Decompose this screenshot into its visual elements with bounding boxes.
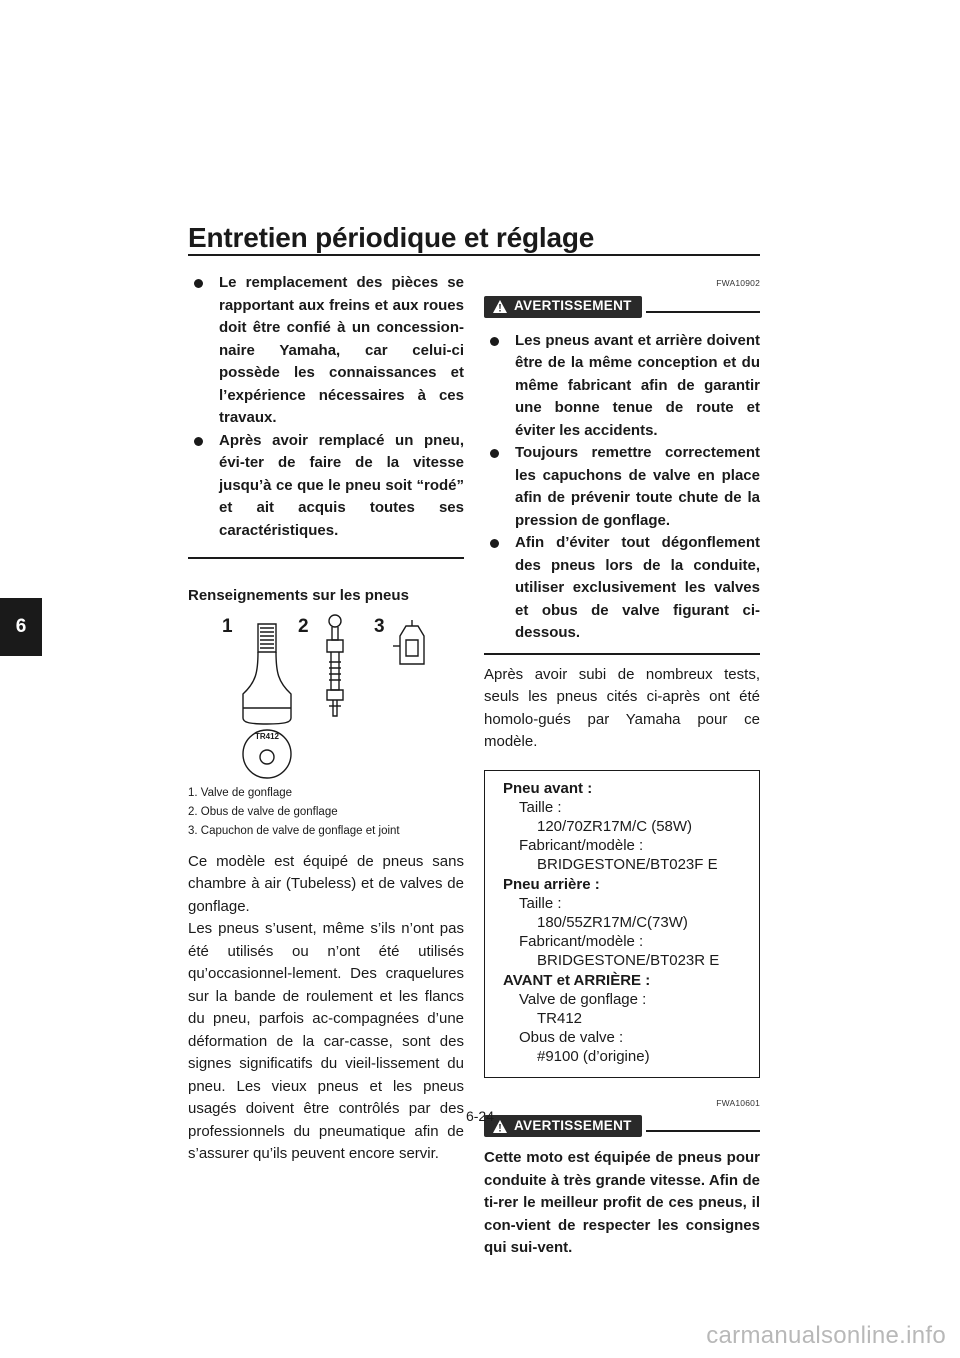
spec-label: Fabricant/modèle :: [519, 933, 644, 951]
warning-triangle-icon: [492, 299, 508, 314]
warning-badge: AVERTISSEMENT: [484, 1115, 642, 1137]
caution-bullet: Le remplacement des pièces se rapportant aux freins et aux roues doit être confié à un concession-naire Yamaha, car celui-ci possède les connaissances et l’expérience nécessaires à ces travaux.: [188, 272, 464, 430]
figure-label-2: 2: [298, 615, 309, 637]
valve-stamp-text: TR412: [254, 731, 280, 741]
spec-rear-heading: Pneu arrière :: [503, 875, 600, 893]
title-rule: [188, 254, 760, 256]
warning-header: [484, 295, 760, 319]
caution-bullet: Après avoir remplacé un pneu, évi-ter de faire de la vitesse jusqu’à ce que le pneu soit “rodé” et ait acquis toutes ses caractéristiques.: [188, 430, 464, 543]
page-title: Entretien périodique et réglage: [188, 222, 595, 253]
spec-both-heading: AVANT et ARRIÈRE :: [503, 971, 651, 989]
caution-bullet-list: [188, 272, 464, 542]
watermark: carmanualsonline.info: [706, 1322, 946, 1349]
warning-reference-code: FWA10601: [716, 1097, 760, 1108]
warning-text: Cette moto est équipée de pneus pour conduite à très grande vitesse. Afin de ti-rer le meilleur profit de ces pneus, il con-vient de respecter les consignes qui sui-vent.: [484, 1149, 760, 1257]
valve-figure: [188, 612, 464, 780]
spec-value: #9100 (d’origine): [537, 1048, 650, 1066]
spec-value: TR412: [537, 1009, 583, 1027]
warning-bullet: Afin d’éviter tout dégonflement des pneus lors de la conduite, utiliser exclusivement les valves et obus de valve figurant ci-dessous.: [484, 532, 760, 645]
body-paragraph: Ce modèle est équipé de pneus sans chambre à air (Tubeless) et de valves de gonflage.: [188, 852, 464, 915]
bullet-icon: [194, 437, 203, 446]
intro-paragraph: Après avoir subi de nombreux tests, seuls les pneus cités ci-après ont été homolo-gués par Yamaha pour ce modèle.: [484, 665, 760, 750]
warning-end-rule: [484, 653, 760, 655]
warning-header-rule: [646, 1130, 760, 1132]
caption: 3. Capuchon de valve de gonflage et joint: [188, 824, 400, 837]
caution-end-rule: [188, 557, 464, 559]
warning-bullet: Toujours remettre correctement les capuchons de valve en place afin de prévenir toute chute de la pression de gonflage.: [484, 442, 760, 532]
spec-label: Taille :: [519, 894, 562, 912]
warning-bullet: Les pneus avant et arrière doivent être de la même conception et du même fabricant afin de garantir une bonne tenue de route et éviter les accidents.: [484, 330, 760, 443]
section-heading: Renseignements sur les pneus: [188, 587, 409, 604]
page-number: 6-24: [465, 1108, 495, 1124]
bullet-icon: [490, 449, 499, 458]
warning-bullet-list: [484, 330, 760, 645]
figure-captions: [188, 784, 464, 841]
spec-value: BRIDGESTONE/BT023R E: [537, 952, 720, 970]
tire-spec-box: [484, 770, 760, 1078]
spec-value: 180/55ZR17M/C(73W): [537, 913, 688, 931]
warning-header-rule: [646, 311, 760, 313]
warning-badge: AVERTISSEMENT: [484, 296, 642, 318]
warning-reference-code: FWA10902: [716, 278, 760, 288]
spec-front-heading: Pneu avant :: [503, 779, 593, 797]
left-column: [188, 272, 464, 1166]
valve-core-icon: [329, 615, 341, 627]
body-paragraph: Les pneus s’usent, même s’ils n’ont pas été utilisés ou n’ont été utilisés qu’occasionnel-lement. Des craquelures sur la bande de roulement et les flancs du pneu, parfois ac-compagnées d’une déformation de la car-casse, sont des signes significatifs du vieil-lissement du pneu. Les vieux pneus et les pneus usagés doivent être contrôlés par des professionnels du pneumatique afin de s’assurer qu’ils peuvent encore servir.: [188, 920, 464, 1162]
chapter-tab: 6: [0, 598, 42, 656]
spec-label: Fabricant/modèle :: [519, 837, 644, 855]
valve-illustration: [188, 612, 464, 780]
valve-cap-icon: [400, 626, 424, 664]
figure-label-1: 1: [222, 615, 233, 637]
figure-label-3: 3: [374, 615, 385, 637]
spec-value: 120/70ZR17M/C (58W): [537, 817, 693, 835]
bullet-icon: [490, 539, 499, 548]
spec-label: Valve de gonflage :: [519, 990, 647, 1008]
spec-label: Obus de valve :: [519, 1029, 624, 1047]
spec-value: BRIDGESTONE/BT023F E: [537, 856, 718, 874]
spec-label: Taille :: [519, 798, 562, 816]
caption: 1. Valve de gonflage: [188, 786, 293, 799]
bullet-icon: [490, 337, 499, 346]
caption: 2. Obus de valve de gonflage: [188, 805, 338, 818]
bullet-icon: [194, 279, 203, 288]
